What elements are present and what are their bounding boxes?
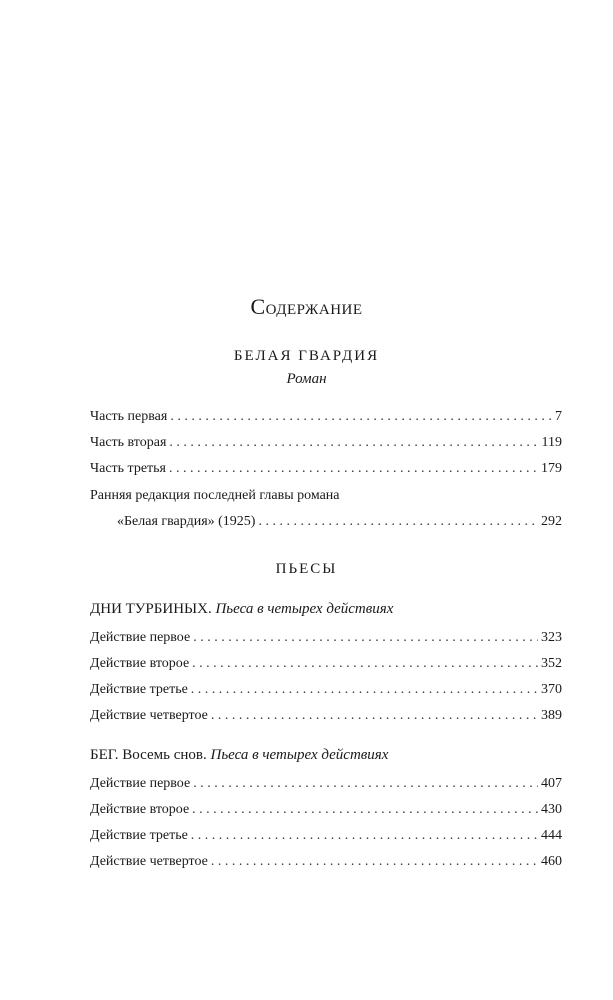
leader-dots — [211, 853, 538, 871]
leader-dots — [193, 629, 538, 647]
toc-entry-label: Действие четвертое — [90, 854, 208, 869]
plays-heading: ПЬЕСЫ — [275, 561, 338, 577]
leader-dots — [258, 513, 538, 531]
toc-entry — [90, 801, 562, 819]
flight-subtitle: Пьеса в четырех действиях — [210, 747, 389, 763]
leader-dots — [191, 681, 538, 699]
leader-dots — [211, 707, 538, 725]
toc-entry-label: Часть вторая — [90, 435, 167, 450]
toc-entry-page: 352 — [541, 656, 562, 671]
toc-entry-page: 119 — [541, 435, 562, 450]
toc-entry-page: 7 — [555, 409, 562, 424]
toc-entry — [90, 681, 562, 699]
toc-entry-label: Часть первая — [90, 409, 168, 424]
leader-dots — [169, 460, 538, 478]
toc-entry-label: Действие второе — [90, 656, 190, 671]
toc-entry-page: 370 — [541, 682, 562, 697]
contents-title-text: Содержание — [250, 294, 363, 319]
leader-dots — [191, 827, 538, 845]
leader-dots — [193, 775, 538, 793]
toc-entry — [90, 434, 562, 452]
turbins-title: ДНИ ТУРБИНЫХ. — [90, 601, 212, 617]
toc-entry-label: Действие третье — [90, 828, 188, 843]
flight-title: БЕГ. Восемь снов. — [90, 747, 207, 763]
toc-entry-page: 430 — [541, 802, 562, 817]
toc-entry-label: Действие второе — [90, 802, 190, 817]
toc-entry — [90, 827, 562, 845]
white-guard-heading: БЕЛАЯ ГВАРДИЯ — [233, 348, 380, 364]
toc-entry-page: 389 — [541, 708, 562, 723]
toc-entry — [90, 707, 562, 725]
toc-entry — [90, 655, 562, 673]
toc-entry-label: Действие первое — [90, 630, 191, 645]
toc-entry — [90, 775, 562, 793]
leader-dots — [169, 434, 538, 452]
toc-entry-label: Часть третья — [90, 461, 166, 476]
toc-entry — [90, 853, 562, 871]
turbins-subtitle: Пьеса в четырех действиях — [215, 601, 394, 617]
toc-entry — [90, 408, 562, 426]
toc-entry — [90, 629, 562, 647]
toc-entry-label: Действие третье — [90, 682, 188, 697]
leader-dots — [192, 655, 538, 673]
toc-entry-page: 444 — [541, 828, 562, 843]
toc-entry-label: Действие первое — [90, 776, 191, 791]
leader-dots — [192, 801, 538, 819]
toc-entry-page: 179 — [541, 461, 562, 476]
toc-entry-page: 460 — [541, 854, 562, 869]
toc-entry — [90, 460, 562, 478]
flight-heading — [90, 747, 388, 764]
toc-entry-label: Действие четвертое — [90, 708, 208, 723]
turbins-heading — [90, 601, 393, 618]
toc-entry-label: «Белая гвардия» (1925) — [117, 514, 256, 529]
toc-entry — [117, 513, 562, 531]
toc-entry-page: 323 — [541, 630, 562, 645]
early-edition-line1: Ранняя редакция последней главы романа — [90, 488, 340, 503]
toc-entry-page: 407 — [541, 776, 562, 791]
toc-entry-page: 292 — [541, 514, 562, 529]
white-guard-genre: Роман — [286, 371, 327, 387]
leader-dots — [170, 408, 552, 426]
contents-title — [0, 294, 613, 320]
